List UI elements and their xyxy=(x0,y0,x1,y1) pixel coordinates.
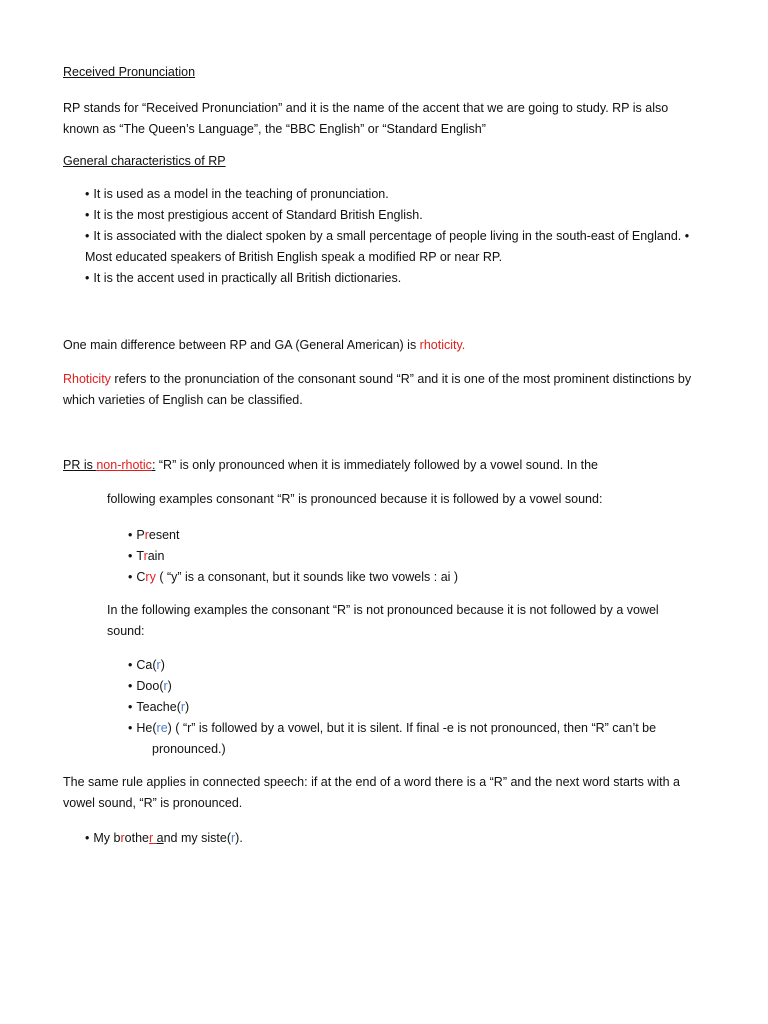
characteristics-heading: General characteristics of RP xyxy=(63,154,226,168)
rhoticity-paragraph: Rhoticity refers to the pronunciation of the consonant sound “R” and it is one of the most prominent distinctions by which varieties of English can be classified. xyxy=(63,372,692,407)
bullet-icon: • xyxy=(85,271,90,285)
bullet-icon: • xyxy=(128,528,133,542)
list-item: • Cry ( “y” is a consonant, but it sounds like two vowels : ai ) xyxy=(128,570,459,584)
list-item: • Train xyxy=(128,549,165,563)
list-item: • It is the accent used in practically all British dictionaries. xyxy=(85,271,402,285)
list-item: • Teache(r) xyxy=(128,700,190,714)
list-item: • Present xyxy=(128,528,180,542)
silent-examples-list xyxy=(128,655,728,760)
nonrhotic-term: non-rhotic xyxy=(96,458,152,472)
not-pronounced-intro: In the following examples the consonant “R” is not pronounced because it is not followed by a vowel sound: xyxy=(107,603,659,638)
connected-speech-paragraph: The same rule applies in connected speech: if at the end of a word there is a “R” and the next word starts with a vowel sound, “R” is pronounced. xyxy=(63,775,680,810)
pronounced-intro: following examples consonant “R” is pronounced because it is followed by a vowel sound: xyxy=(107,492,603,506)
list-item: • It is the most prestigious accent of Standard British English. xyxy=(85,208,423,222)
list-item: • Ca(r) xyxy=(128,658,165,672)
bullet-icon: • xyxy=(128,570,133,584)
nonrhotic-paragraph: PR is non-rhotic: “R” is only pronounced when it is immediately followed by a vowel sound. In the xyxy=(63,458,599,472)
intro-paragraph xyxy=(63,98,723,140)
characteristics-list xyxy=(85,184,735,289)
page-title: Received Pronunciation xyxy=(63,65,196,79)
list-item: • He(re) ( “r” is followed by a vowel, but it is silent. If final -e is not pronounced, then “R” can’t be pronounced.) xyxy=(128,721,657,756)
difference-paragraph: One main difference between RP and GA (General American) is rhoticity. xyxy=(63,338,466,352)
bullet-icon: • xyxy=(128,549,133,563)
list-item: • It is used as a model in the teaching of pronunciation. xyxy=(85,187,389,201)
list-item: • My brother and my siste(r). xyxy=(85,831,243,845)
list-item: • It is associated with the dialect spoken by a small percentage of people living in the south-east of England. • xyxy=(85,229,690,243)
bullet-icon: • xyxy=(85,208,90,222)
bullet-icon: • xyxy=(128,721,133,735)
rhoticity-term: rhoticity. xyxy=(419,338,466,352)
bullet-icon: • xyxy=(85,831,90,845)
bullet-icon: • xyxy=(128,658,133,672)
connected-example-list xyxy=(85,828,725,849)
list-item: Most educated speakers of British English speak a modified RP or near RP. xyxy=(85,250,503,264)
list-item: • Doo(r) xyxy=(128,679,172,693)
pronounced-examples-list xyxy=(128,525,728,588)
bullet-icon: • xyxy=(128,700,133,714)
intro-line-2: known as “The Queen’s Language”, the “BBC English” or “Standard English” xyxy=(63,122,486,136)
bullet-icon: • xyxy=(85,187,90,201)
rhoticity-term: Rhoticity xyxy=(63,372,111,386)
bullet-icon: • xyxy=(85,229,90,243)
bullet-icon: • xyxy=(128,679,133,693)
intro-line-1: RP stands for “Received Pronunciation” and it is the name of the accent that we are going to study. RP is also xyxy=(63,101,669,115)
